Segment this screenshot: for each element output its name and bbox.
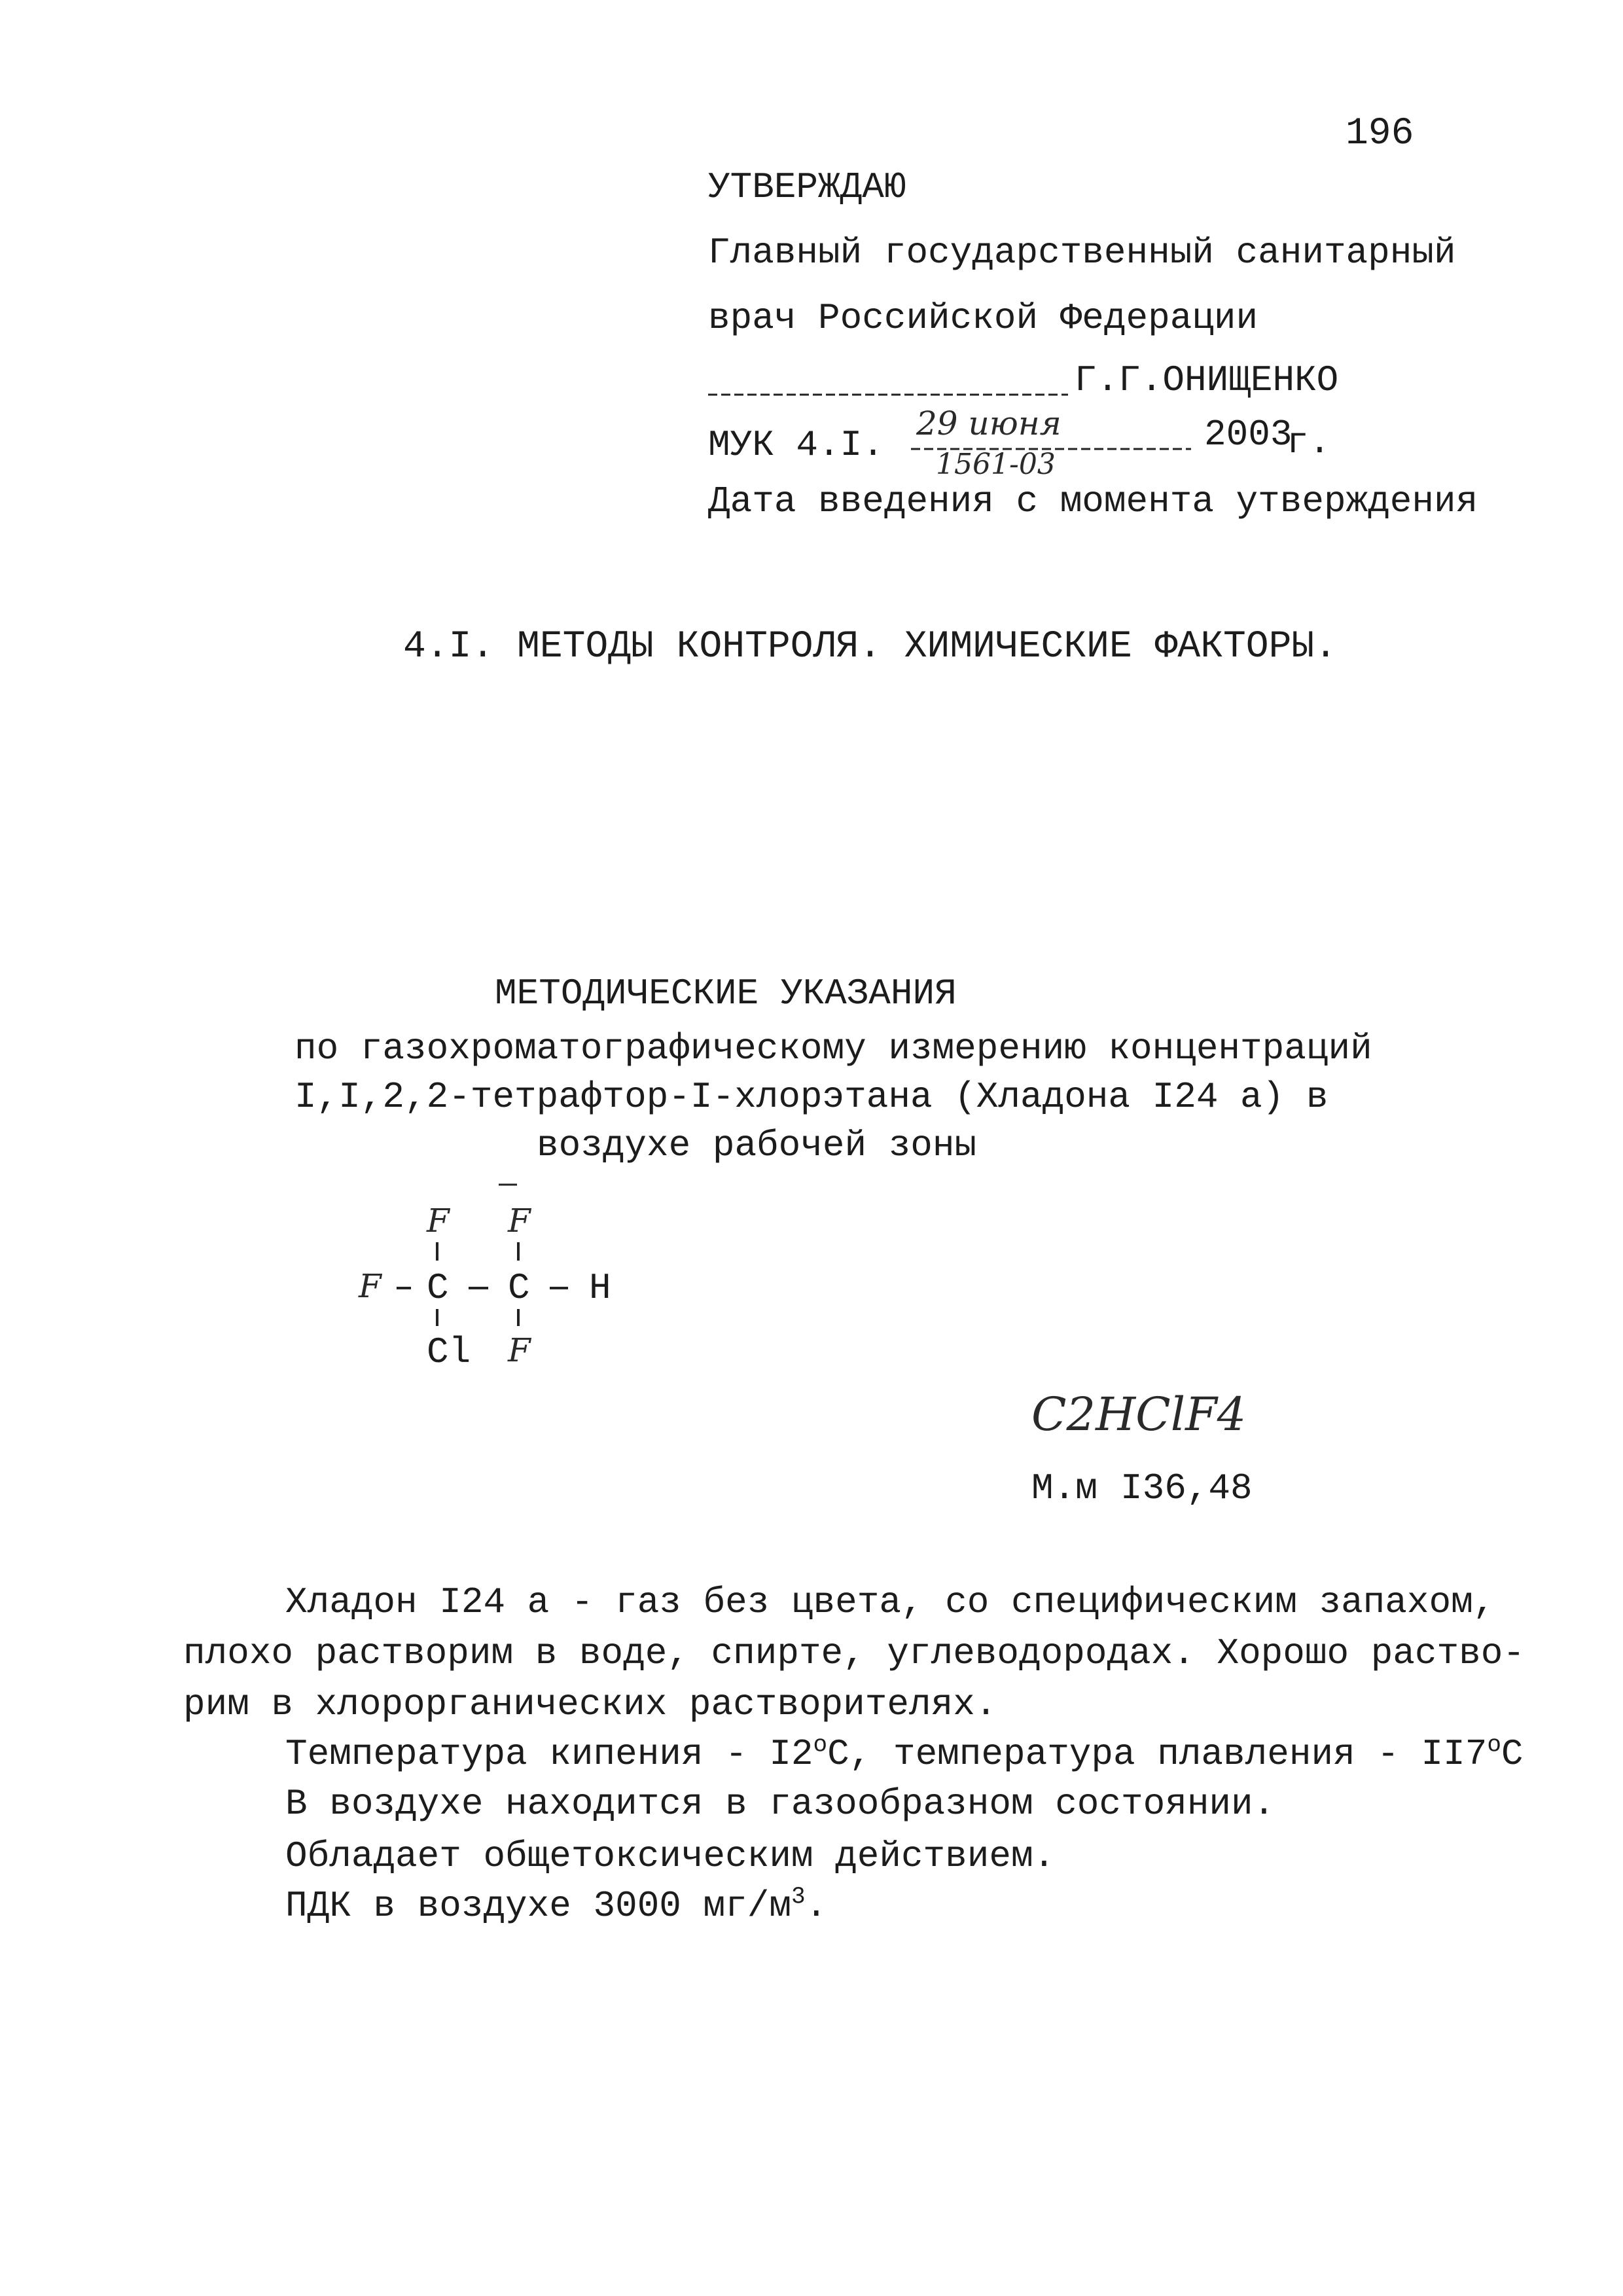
section-title: 4.I. МЕТОДЫ КОНТРОЛЯ. ХИМИЧЕСКИЕ ФАКТОРЫ. [403,626,1338,668]
approval-position-line1: Главный государственный санитарный [708,232,1456,274]
approval-year: 2003 [1204,414,1293,456]
description-line1: Хладон I24 а - газ без цвета, со специфическим запахом, [285,1581,1495,1623]
muk-label: МУК 4.I. [708,424,884,466]
degree-sign: o [813,1731,828,1759]
page-number: 196 [1346,113,1414,155]
molar-mass-label: М.м [1031,1467,1097,1509]
approval-year-suffix: г. [1287,422,1331,463]
structure-atom-bottom-left: Cl [427,1331,471,1373]
description-line3: рим в хлорорганических растворителях. [183,1683,997,1725]
boiling-text: Температура кипения - I2 [285,1733,813,1775]
guidelines-subject-line2: I,I,2,2-тетрафтор-I-хлорэтана (Хладона I24 а) в [294,1076,1329,1118]
approval-position-line2: врач Российской Федерации [708,297,1258,339]
melting-text: С, температура плавления - II7 [827,1733,1488,1775]
structure-atom-top-right: F [508,1202,531,1240]
structure-atom-bottom-right: F [508,1331,531,1369]
guidelines-title: МЕТОДИЧЕСКИЕ УКАЗАНИЯ [495,973,957,1014]
handwritten-date: 29 июня [916,404,1061,442]
state-line: В воздухе находится в газообразном состоянии. [285,1783,1275,1825]
pdk-exponent: 3 [791,1883,806,1910]
guidelines-subject-line3: воздухе рабочей зоны [537,1124,977,1166]
degree-sign: o [1487,1731,1501,1759]
pdk-end: . [805,1885,828,1927]
melting-unit: С [1501,1733,1524,1775]
pdk-text: ПДК в воздухе 3000 мг/м [285,1885,791,1927]
effective-date-line: Дата введения с момента утверждения [708,480,1478,522]
structure-carbon-2: C [508,1267,530,1309]
approval-heading: УТВЕРЖДАЮ [708,166,906,208]
structure-carbon-1: C [427,1267,449,1309]
approval-signatory: Г.Г.ОНИЩЕНКО [1075,359,1339,401]
handwritten-registration-number: 1561-03 [936,448,1056,481]
description-line2: плохо растворим в воде, спирте, углеводородах. Хорошо раство- [183,1632,1525,1674]
molar-mass-value: I36,48 [1120,1467,1253,1509]
structure-atom-left: F [359,1267,382,1305]
guidelines-subject-line1: по газохроматографическому измерению концентраций [294,1028,1372,1069]
structure-atom-right: H [589,1267,611,1309]
toxicity-line: Обладает общетоксическим действием. [285,1835,1056,1877]
handwritten-molecular-formula: C2HClF4 [1031,1388,1247,1441]
structure-atom-top-left: F [427,1202,450,1240]
